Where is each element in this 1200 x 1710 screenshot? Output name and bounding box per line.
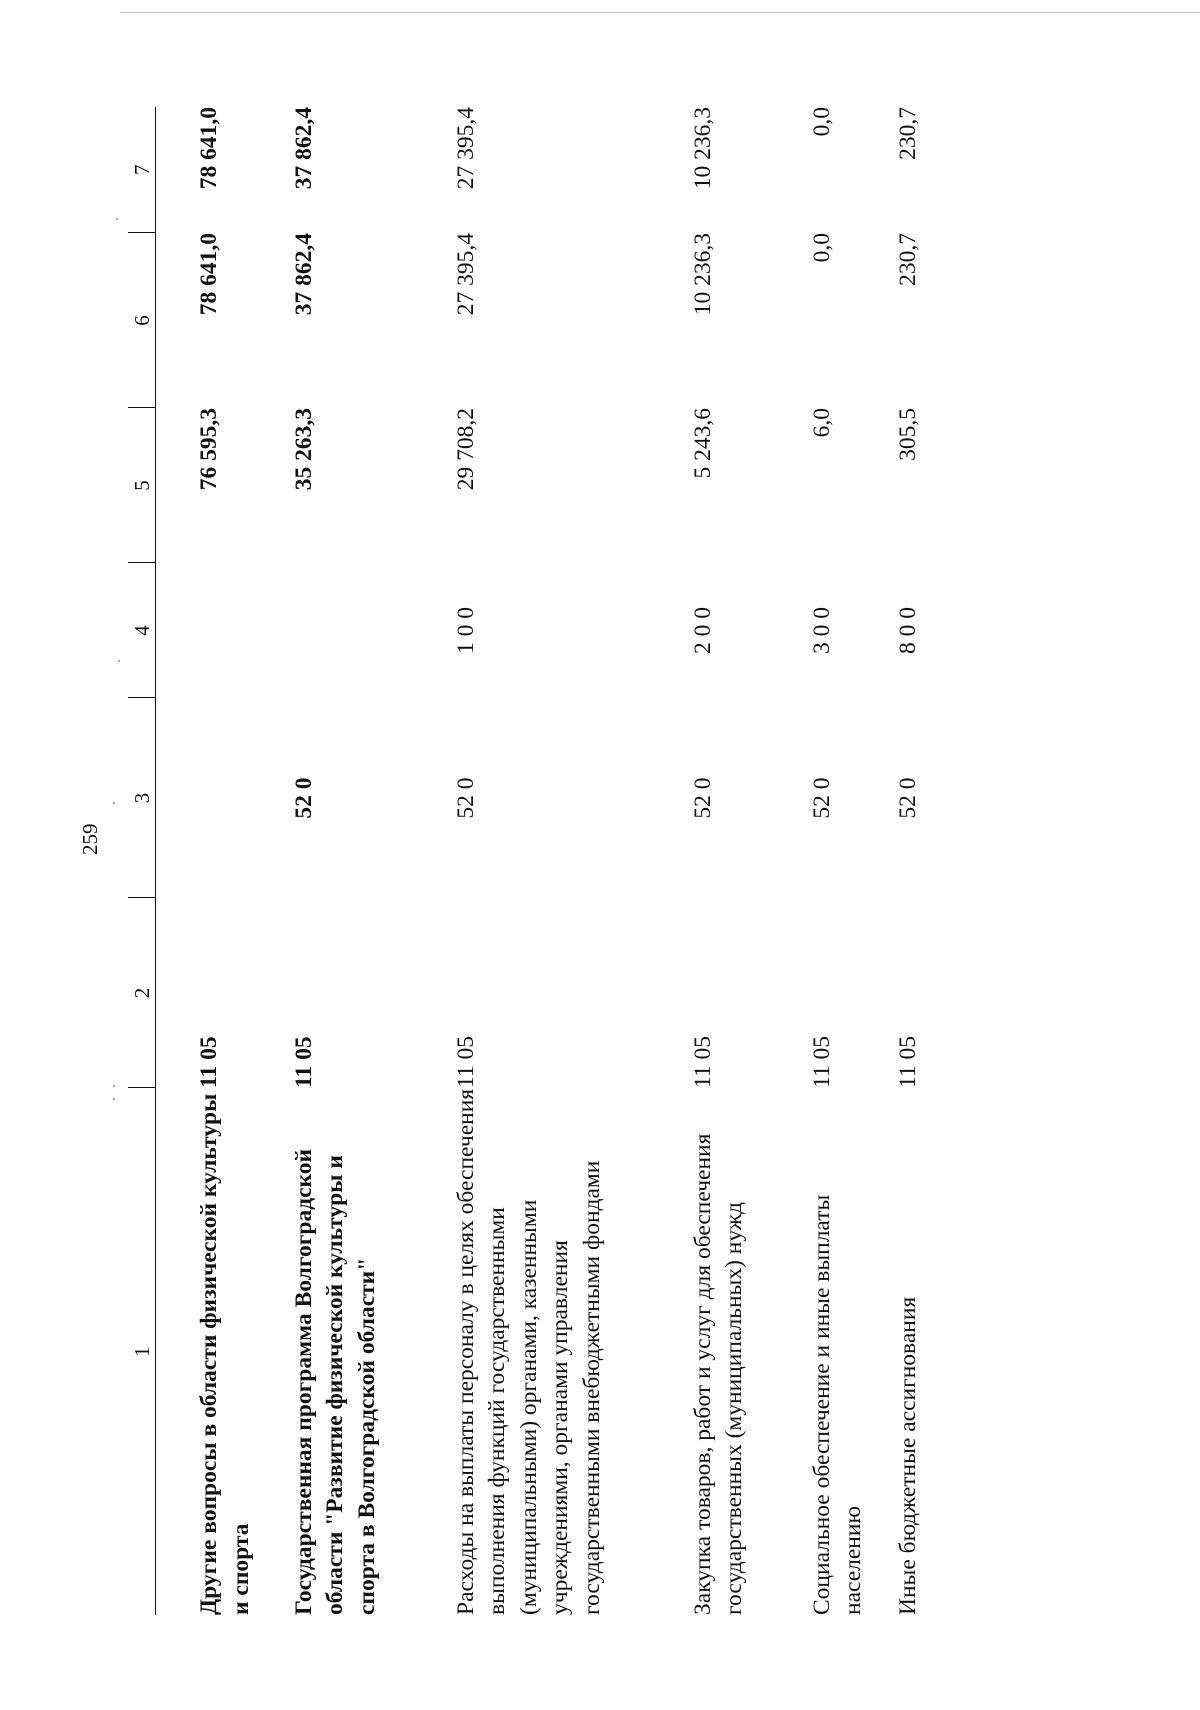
section-code: 11 05 <box>894 1035 921 1088</box>
target-code: 52 0 <box>290 777 317 819</box>
table-row <box>678 107 791 1615</box>
expense-type-code <box>260 563 435 698</box>
amount-col7: 37 862,4 <box>290 107 317 190</box>
row-name: Другие вопросы в области физической культуры и спорта <box>196 1093 254 1615</box>
column-header: 1 <box>128 1088 156 1615</box>
amount-col6: 37 862,4 <box>290 233 317 316</box>
target-code: 52 0 <box>808 777 835 819</box>
row-name: Иные бюджетные ассигнования <box>894 1296 921 1615</box>
section-code: 11 05 <box>196 1036 222 1088</box>
column-header: 4 <box>128 563 156 698</box>
amount-col6: 78 641,0 <box>196 233 222 316</box>
table-row <box>877 107 947 1615</box>
row-name: Социальное обеспечение и иные выплаты населению <box>808 1194 866 1615</box>
amount-col6: 230,7 <box>894 233 921 286</box>
target-code <box>156 698 260 898</box>
section-code: 11 05 <box>689 1035 716 1088</box>
expense-type-code: 2 0 0 <box>689 607 716 654</box>
column-header: 7 <box>128 107 156 233</box>
amount-col6: 27 395,4 <box>452 233 479 316</box>
table-row <box>156 107 260 1615</box>
amount-col5: 305,5 <box>894 408 921 461</box>
budget-allocation-table <box>128 107 947 1615</box>
amount-col5: 5 243,6 <box>689 408 716 479</box>
table-row <box>260 107 435 1615</box>
table-row <box>791 107 877 1615</box>
expense-type-code: 1 0 0 <box>452 607 479 654</box>
section-code: 11 05 <box>290 1036 317 1088</box>
section-code: 11 05 <box>808 1035 835 1088</box>
amount-col5: 29 708,2 <box>452 408 479 491</box>
table-row <box>435 107 678 1615</box>
amount-col5: 35 263,3 <box>290 408 317 491</box>
row-name: Расходы на выплаты персоналу в целях обеспечения выполнения функций государственными (муниципальными) органами, казенными учреждениями, органами управления государственными внебюджетными фондами <box>452 1088 605 1615</box>
section-code: 11 05 <box>452 1035 479 1088</box>
target-code: 52 0 <box>894 777 921 819</box>
amount-col7: 78 641,0 <box>196 107 222 190</box>
column-header: 5 <box>128 408 156 563</box>
amount-col7: 230,7 <box>894 107 921 160</box>
amount-col6: 10 236,3 <box>689 233 716 316</box>
amount-col7: 10 236,3 <box>689 107 716 190</box>
row-name: Закупка товаров, работ и услуг для обеспечения государственных (муниципальных) нужд <box>689 1133 747 1615</box>
column-header: 2 <box>128 898 156 1088</box>
expense-type-code: 3 0 0 <box>808 607 835 654</box>
amount-col5: 6,0 <box>808 408 835 438</box>
column-header: 6 <box>128 233 156 408</box>
expense-type-code: 8 0 0 <box>894 607 921 654</box>
expense-type-code <box>156 563 260 698</box>
amount-col7: 0,0 <box>808 107 835 137</box>
table-header-row <box>128 107 156 1615</box>
amount-col5: 76 595,3 <box>196 408 222 491</box>
page-number: 259 <box>78 823 102 855</box>
target-code: 52 0 <box>452 777 479 819</box>
column-header: 3 <box>128 698 156 898</box>
target-code: 52 0 <box>689 777 716 819</box>
amount-col7: 27 395,4 <box>452 107 479 190</box>
amount-col6: 0,0 <box>808 233 835 263</box>
row-name: Государственная программа Волгоградской области "Развитие физической культуры и спорта в Волгоградской области" <box>290 1148 380 1615</box>
